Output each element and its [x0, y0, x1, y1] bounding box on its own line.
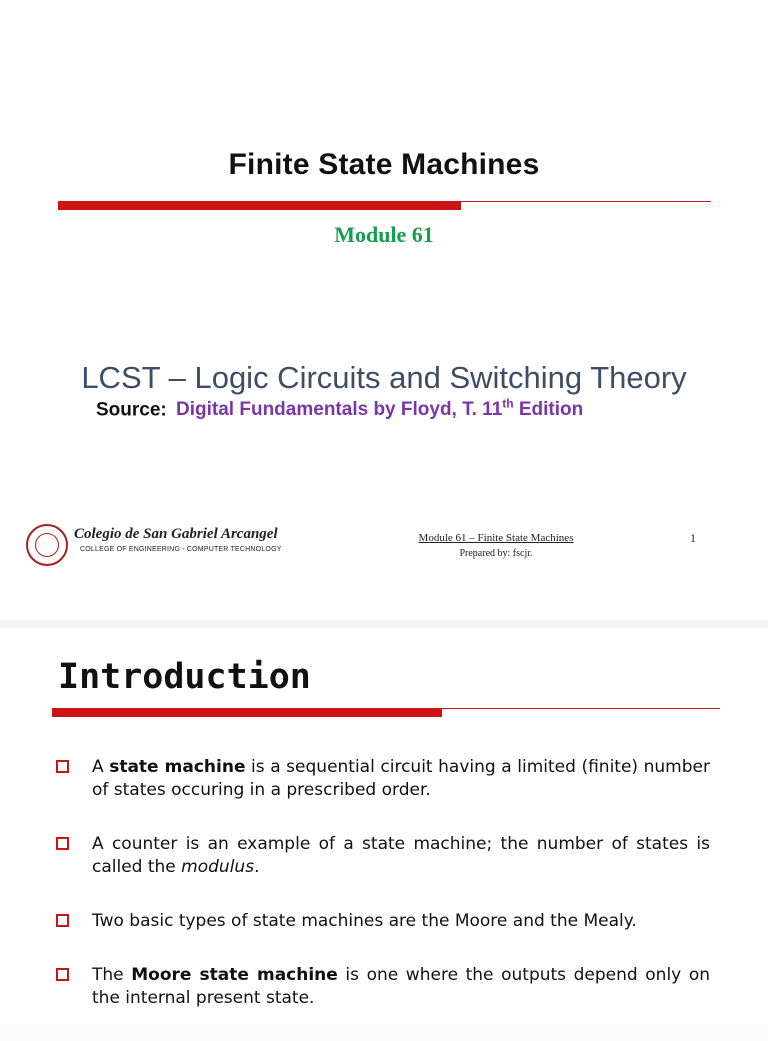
- list-item: [54, 964, 710, 1010]
- title-rule-thick: [52, 708, 442, 717]
- slide-2: [0, 628, 768, 1024]
- footer-author: Prepared by: fscjr.: [459, 548, 533, 559]
- bullet-text: A counter is an example of a state machine; the number of states is called the: [92, 834, 710, 877]
- source-line: [96, 397, 583, 421]
- college-logo: [26, 522, 290, 568]
- list-item: [54, 756, 710, 802]
- source-edition: Edition: [513, 399, 584, 421]
- hollow-square-bullet-icon: [56, 837, 69, 850]
- slide-title: Finite State Machines: [228, 148, 540, 181]
- college-name: Colegio de San Gabriel Arcangel: [74, 526, 278, 542]
- bullet-text: .: [254, 857, 260, 877]
- bullet-text: Two basic types of state machines are the Moore and the Mealy.: [92, 911, 637, 931]
- bullet-term: state machine: [109, 757, 246, 777]
- title-rule-thick: [58, 201, 461, 210]
- hollow-square-bullet-icon: [56, 914, 69, 927]
- source-value: [176, 399, 583, 420]
- list-item: [54, 910, 710, 933]
- slide-footer: [396, 530, 596, 562]
- title-rule-thin: [442, 708, 720, 709]
- slide-separator: [0, 620, 768, 628]
- list-item: [54, 833, 710, 879]
- hollow-square-bullet-icon: [56, 968, 69, 981]
- bullet-term: Moore state machine: [131, 965, 338, 985]
- module-number: Module 61: [334, 222, 434, 247]
- bullet-text: The: [92, 965, 132, 985]
- bullet-list: [54, 756, 710, 1041]
- college-department: COLLEGE OF ENGINEERING - COMPUTER TECHNOLOGY: [80, 546, 282, 553]
- source-label: Source:: [96, 399, 167, 421]
- title-rule-thin: [461, 201, 711, 202]
- bullet-text: A: [92, 757, 110, 777]
- course-title: LCST – Logic Circuits and Switching Theory: [81, 360, 687, 395]
- bullet-text: is one where the outputs depend only on the internal present state.: [92, 965, 711, 1008]
- hollow-square-bullet-icon: [56, 760, 69, 773]
- page-number: 1: [690, 531, 696, 545]
- bullet-term: modulus: [181, 857, 255, 877]
- college-seal-icon: [26, 524, 68, 566]
- footer-module: Module 61 – Finite State Machines: [418, 532, 574, 544]
- slide-title: Introduction: [58, 657, 311, 697]
- source-superscript: th: [502, 397, 514, 411]
- source-text: Digital Fundamentals by Floyd, T. 11: [176, 399, 503, 421]
- bullet-text: is a sequential circuit having a limited (finite) number of states occuring in a prescribed order.: [92, 757, 710, 800]
